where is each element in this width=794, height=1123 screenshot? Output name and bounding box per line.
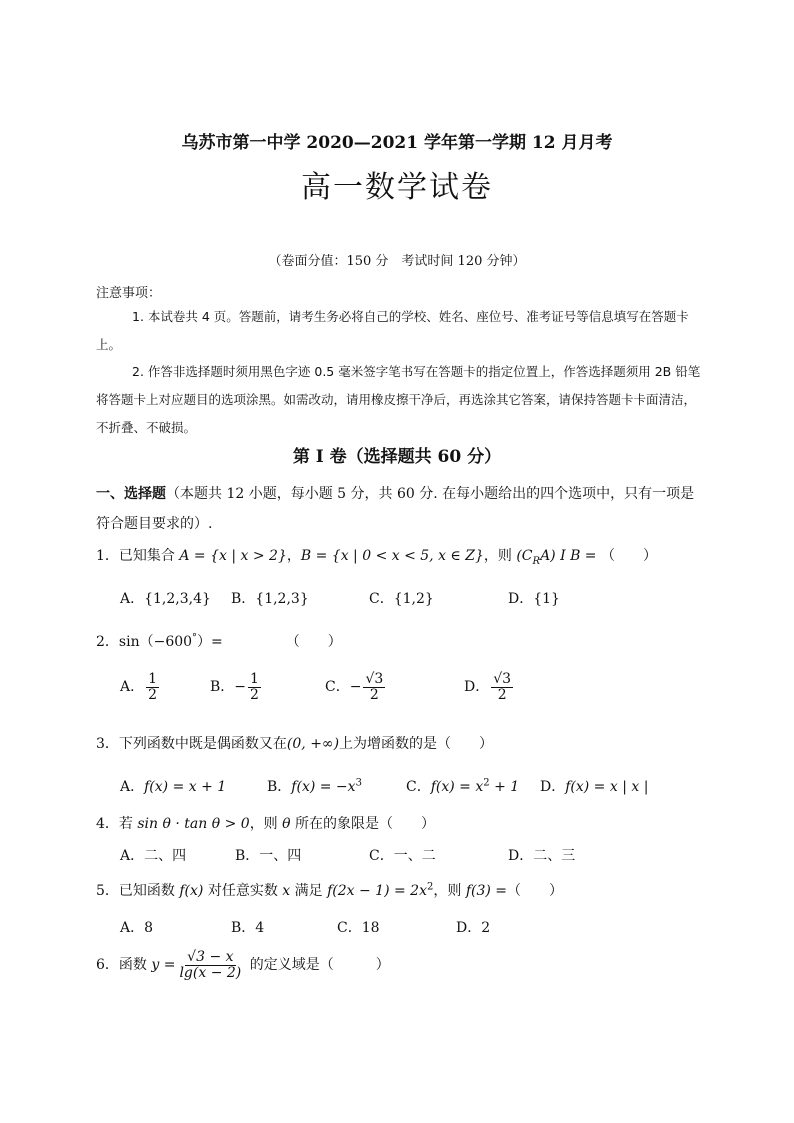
q1-option-c: C．{1,2} <box>369 591 434 607</box>
q4-option-b: B．一、四 <box>235 848 302 864</box>
fraction: $\frac{1}{2}$ <box>250 671 259 703</box>
q4-option-d: D．二、三 <box>508 848 576 864</box>
question-5-stem: 5．已知函数 f(x) 对任意实数 x 满足 $f(2x - 1) = 2x^2$，则 f(3) =（ ） <box>96 881 564 899</box>
question-1-stem: 1．已知集合 A = {x | x > 2}，B = {x | 0 < x < 5, x ∈ Z}，则 $(C_RA)$ I B = （ ） <box>96 548 657 567</box>
q5-option-b: B．4 <box>231 920 265 936</box>
q1-option-d: D．{1} <box>508 591 560 607</box>
notice-item-2: 2. 作答非选择题时须用黑色字迹 0.5 毫米签字笔书写在答题卡的指定位置上，作答选择题须用 2B 铅笔将答题卡上对应题目的选项涂黑。如需改动，请用橡皮擦干净后，再选涂其它答案，请保持答题卡卡面清洁，不折叠、不破损。 <box>96 364 701 435</box>
set-a: A = {x | x > 2} <box>179 548 287 564</box>
fraction: $\frac{√3}{2}$ <box>365 671 384 703</box>
domain-fraction: $\frac{√3 - x}{\lg(x - 2)}$ <box>179 949 242 981</box>
exam-title: 高一数学试卷 <box>301 170 493 205</box>
question-6-stem: 6．函数 y = $\frac{√3 - x}{\lg(x - 2)}$ 的定义域是（ ） <box>96 949 390 981</box>
q5-option-d: D．2 <box>456 920 491 936</box>
school-exam-line: 乌苏市第一中学 2020—2021 学年第一学期 12 月月考 <box>181 133 613 153</box>
q2-option-d: D． $\frac{√3}{2}$ <box>464 671 512 703</box>
fraction: $\frac{1}{2}$ <box>148 671 158 703</box>
notice-item-1: 1. 本试卷共 4 页。答题前，请考生务必将自己的学校、姓名、座位号、准考证号等信息填写在答题卡上。 <box>96 309 689 352</box>
q3-option-a: A．f(x) = x + 1 <box>120 779 227 795</box>
q4-option-c: C．一、二 <box>369 848 436 864</box>
question-3-stem: 3．下列函数中既是偶函数又在(0, +∞)上为增函数的是（ ） <box>96 736 494 752</box>
part-description: （本题共 12 小题，每小题 5 分，共 60 分. 在每小题给出的四个选项中，只有一项是符合题目要求的）. <box>96 486 695 532</box>
fraction: $\frac{√3}{2}$ <box>493 671 512 703</box>
q1-option-b: B．{1,2,3} <box>231 591 309 607</box>
q1-option-a: A．{1,2,3,4} <box>120 591 211 607</box>
q3-option-d: D．f(x) = x | x | <box>540 779 649 795</box>
q3-option-b: B．$f(x) = -x^3$ <box>267 777 362 795</box>
question-2-stem: 2．sin（−600°）= （ ） <box>96 632 342 650</box>
q2-option-a: A． $\frac{1}{2}$ <box>120 671 158 703</box>
notice-heading: 注意事项： <box>96 286 162 301</box>
q2-option-b: B．− $\frac{1}{2}$ <box>210 671 259 703</box>
part-label: 一、选择题 <box>96 486 166 502</box>
q4-option-a: A．二、四 <box>120 848 187 864</box>
exam-meta: （卷面分值：150 分 考试时间 120 分钟） <box>268 254 526 269</box>
question-4-stem: 4．若 sin θ · tan θ > 0，则 θ 所在的象限是（ ） <box>96 816 436 832</box>
q5-option-a: A．8 <box>120 920 154 936</box>
q2-option-c: C．− $\frac{√3}{2}$ <box>325 671 384 703</box>
part-instructions <box>96 479 706 539</box>
q5-option-c: C．18 <box>337 920 380 936</box>
section-title: 第 I 卷（选择题共 60 分） <box>292 447 502 467</box>
q3-option-c: C．$f(x) = x^2 + 1$ <box>406 777 520 795</box>
set-b: B = {x | 0 < x < 5, x ∈ Z} <box>300 548 484 564</box>
